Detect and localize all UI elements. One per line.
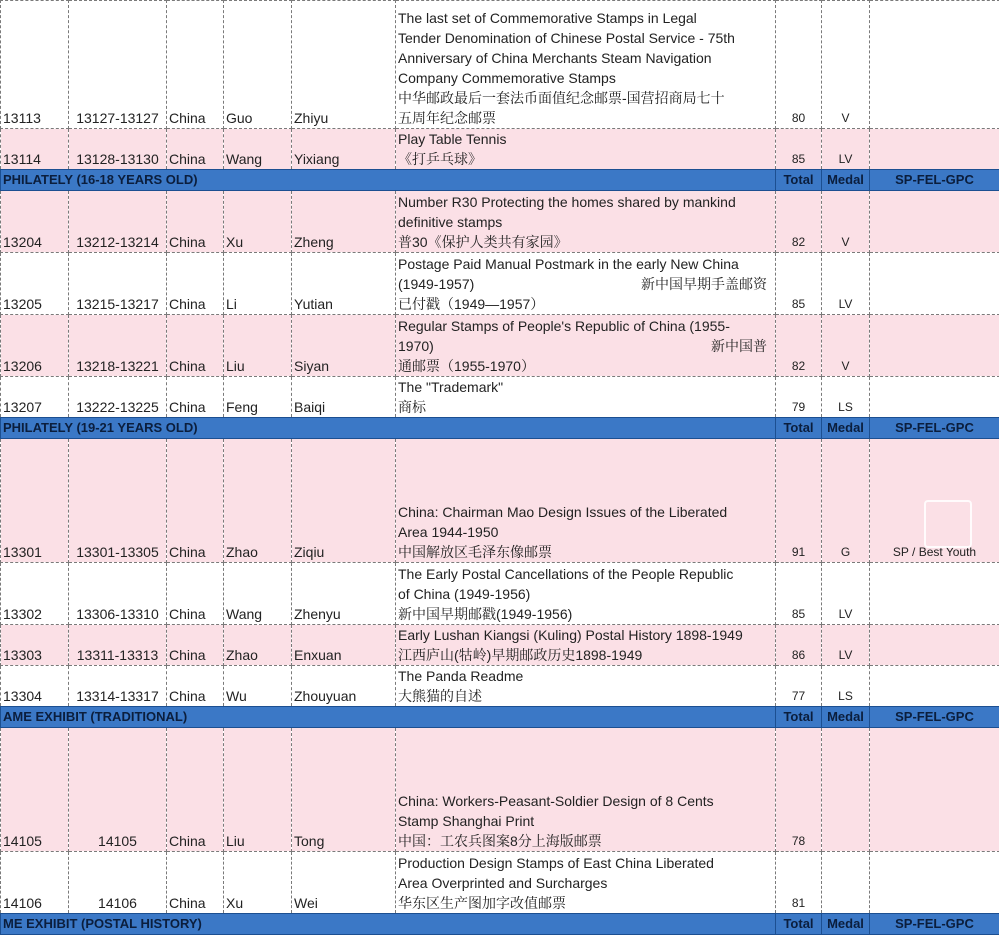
title-line: Production Design Stamps of East China Liberated <box>398 853 773 873</box>
medal: LV <box>822 625 870 666</box>
exhibit-title <box>396 563 776 625</box>
table-row <box>1 1 999 129</box>
title-line: Number R30 Protecting the homes shared by mankind <box>398 192 773 212</box>
title-line: Early Lushan Kiangsi (Kuling) Postal History 1898-1949 <box>398 625 773 645</box>
surname: Wang <box>224 563 292 625</box>
title-line: 五周年纪念邮票 <box>398 108 773 128</box>
medal <box>822 728 870 852</box>
exhibit-number: 13113 <box>1 1 69 129</box>
title-line: China: Workers-Peasant-Soldier Design of 8 Cents <box>398 791 773 811</box>
title-line: 新中国早期邮戳(1949-1956) <box>398 604 773 624</box>
country: China <box>167 439 224 563</box>
title-line: Postage Paid Manual Postmark in the early New China <box>398 254 773 274</box>
exhibit-number: 13205 <box>1 253 69 315</box>
title-line <box>398 336 773 356</box>
table-row <box>1 852 999 914</box>
title-line: 中国：工农兵图案8分上海版邮票 <box>398 831 773 851</box>
given-name: Zhiyu <box>292 1 396 129</box>
medal: LS <box>822 377 870 418</box>
total-column-header: Total <box>776 914 822 935</box>
total-score: 91 <box>776 439 822 563</box>
table-row <box>1 439 999 563</box>
title-line: 中国解放区毛泽东像邮票 <box>398 542 773 562</box>
country: China <box>167 728 224 852</box>
table-row <box>1 563 999 625</box>
country: China <box>167 377 224 418</box>
medal: V <box>822 1 870 129</box>
title-line: The last set of Commemorative Stamps in Legal <box>398 8 773 28</box>
exhibit-number: 13114 <box>1 129 69 170</box>
country: China <box>167 852 224 914</box>
exhibit-title <box>396 377 776 418</box>
title-line: 《打乒乓球》 <box>398 149 773 169</box>
title-line-left: 1970) <box>398 336 434 356</box>
table-row <box>1 253 999 315</box>
exhibit-number: 13304 <box>1 666 69 707</box>
exhibit-title <box>396 129 776 170</box>
frame-range: 13306-13310 <box>69 563 167 625</box>
total-score: 81 <box>776 852 822 914</box>
surname: Feng <box>224 377 292 418</box>
surname: Wu <box>224 666 292 707</box>
total-score: 80 <box>776 1 822 129</box>
given-name: Zhenyu <box>292 563 396 625</box>
table-row <box>1 191 999 253</box>
total-score: 85 <box>776 253 822 315</box>
surname: Liu <box>224 315 292 377</box>
title-line: 商标 <box>398 397 773 417</box>
surname: Guo <box>224 1 292 129</box>
medal: LV <box>822 129 870 170</box>
special-award <box>870 1 999 129</box>
given-name: Zhouyuan <box>292 666 396 707</box>
award-column-header: SP-FEL-GPC <box>870 418 999 439</box>
table-row <box>1 377 999 418</box>
special-award <box>870 377 999 418</box>
frame-range: 13215-13217 <box>69 253 167 315</box>
special-award: SP / Best Youth <box>870 439 999 563</box>
exhibit-number: 13302 <box>1 563 69 625</box>
title-line: Company Commemorative Stamps <box>398 68 773 88</box>
given-name: Enxuan <box>292 625 396 666</box>
special-award <box>870 191 999 253</box>
medal <box>822 852 870 914</box>
exhibit-number: 13301 <box>1 439 69 563</box>
special-award <box>870 315 999 377</box>
title-line: The "Trademark" <box>398 377 773 397</box>
section-header <box>1 170 999 191</box>
title-line: definitive stamps <box>398 212 773 232</box>
surname: Xu <box>224 852 292 914</box>
section-title: ME EXHIBIT (POSTAL HISTORY) <box>1 914 776 935</box>
given-name: Wei <box>292 852 396 914</box>
frame-range: 13128-13130 <box>69 129 167 170</box>
medal: LV <box>822 253 870 315</box>
section-header <box>1 418 999 439</box>
title-line: The Early Postal Cancellations of the People Republic <box>398 564 773 584</box>
frame-range: 14105 <box>69 728 167 852</box>
total-score: 85 <box>776 563 822 625</box>
section-title: PHILATELY (19-21 YEARS OLD) <box>1 418 776 439</box>
given-name: Tong <box>292 728 396 852</box>
total-score: 79 <box>776 377 822 418</box>
surname: Liu <box>224 728 292 852</box>
title-line: 通邮票（1955-1970） <box>398 356 773 376</box>
medal: LS <box>822 666 870 707</box>
title-line: The Panda Readme <box>398 666 773 686</box>
table-row <box>1 728 999 852</box>
country: China <box>167 129 224 170</box>
surname: Li <box>224 253 292 315</box>
given-name: Yutian <box>292 253 396 315</box>
country: China <box>167 563 224 625</box>
frame-range: 13212-13214 <box>69 191 167 253</box>
special-award <box>870 563 999 625</box>
total-score: 82 <box>776 191 822 253</box>
given-name: Zheng <box>292 191 396 253</box>
special-award <box>870 625 999 666</box>
given-name: Baiqi <box>292 377 396 418</box>
exhibit-number: 13206 <box>1 315 69 377</box>
given-name: Yixiang <box>292 129 396 170</box>
frame-range: 14106 <box>69 852 167 914</box>
exhibit-title <box>396 439 776 563</box>
title-line: 普30《保护人类共有家园》 <box>398 232 773 252</box>
surname: Wang <box>224 129 292 170</box>
section-header <box>1 914 999 935</box>
title-line: 江西庐山(牯岭)早期邮政历史1898-1949 <box>398 645 773 665</box>
medal-column-header: Medal <box>822 418 870 439</box>
frame-range: 13218-13221 <box>69 315 167 377</box>
surname: Zhao <box>224 625 292 666</box>
exhibit-title <box>396 253 776 315</box>
title-line: 华东区生产图加字改值邮票 <box>398 893 773 913</box>
award-column-header: SP-FEL-GPC <box>870 170 999 191</box>
title-line: Tender Denomination of Chinese Postal Service - 75th <box>398 28 773 48</box>
award-column-header: SP-FEL-GPC <box>870 707 999 728</box>
exhibit-title <box>396 191 776 253</box>
exhibit-title <box>396 728 776 852</box>
given-name: Siyan <box>292 315 396 377</box>
title-line: 中华邮政最后一套法币面值纪念邮票-国营招商局七十 <box>398 88 773 108</box>
table-row <box>1 666 999 707</box>
frame-range: 13222-13225 <box>69 377 167 418</box>
special-award <box>870 666 999 707</box>
exhibit-number: 14105 <box>1 728 69 852</box>
award-column-header: SP-FEL-GPC <box>870 914 999 935</box>
exhibit-number: 14106 <box>1 852 69 914</box>
title-line-left: (1949-1957) <box>398 274 474 294</box>
special-award <box>870 129 999 170</box>
title-line: Area 1944-1950 <box>398 522 773 542</box>
country: China <box>167 253 224 315</box>
medal: V <box>822 315 870 377</box>
total-score: 86 <box>776 625 822 666</box>
exhibit-title <box>396 315 776 377</box>
title-line: China: Chairman Mao Design Issues of the Liberated <box>398 502 773 522</box>
given-name: Ziqiu <box>292 439 396 563</box>
total-column-header: Total <box>776 707 822 728</box>
exhibit-title <box>396 625 776 666</box>
medal: LV <box>822 563 870 625</box>
title-line: Play Table Tennis <box>398 129 773 149</box>
country: China <box>167 315 224 377</box>
total-column-header: Total <box>776 170 822 191</box>
watermark-logo <box>924 500 972 548</box>
title-line <box>398 274 773 294</box>
exhibit-number: 13204 <box>1 191 69 253</box>
medal: G <box>822 439 870 563</box>
exhibit-title <box>396 1 776 129</box>
exhibit-number: 13303 <box>1 625 69 666</box>
surname: Zhao <box>224 439 292 563</box>
total-score: 82 <box>776 315 822 377</box>
title-line: of China (1949-1956) <box>398 584 773 604</box>
special-award <box>870 728 999 852</box>
section-title: PHILATELY (16-18 YEARS OLD) <box>1 170 776 191</box>
title-line: 大熊猫的自述 <box>398 686 773 706</box>
country: China <box>167 191 224 253</box>
title-line-right: 新中国普 <box>711 336 773 356</box>
section-header <box>1 707 999 728</box>
frame-range: 13127-13127 <box>69 1 167 129</box>
exhibit-number: 13207 <box>1 377 69 418</box>
country: China <box>167 1 224 129</box>
country: China <box>167 625 224 666</box>
total-score: 78 <box>776 728 822 852</box>
total-score: 77 <box>776 666 822 707</box>
title-line: Stamp Shanghai Print <box>398 811 773 831</box>
medal: V <box>822 191 870 253</box>
exhibit-title <box>396 852 776 914</box>
surname: Xu <box>224 191 292 253</box>
title-line: Anniversary of China Merchants Steam Navigation <box>398 48 773 68</box>
table-row <box>1 315 999 377</box>
title-line: Area Overprinted and Surcharges <box>398 873 773 893</box>
frame-range: 13314-13317 <box>69 666 167 707</box>
table-row <box>1 129 999 170</box>
total-column-header: Total <box>776 418 822 439</box>
frame-range: 13311-13313 <box>69 625 167 666</box>
medal-column-header: Medal <box>822 170 870 191</box>
exhibit-title <box>396 666 776 707</box>
medal-column-header: Medal <box>822 707 870 728</box>
medal-column-header: Medal <box>822 914 870 935</box>
frame-range: 13301-13305 <box>69 439 167 563</box>
total-score: 85 <box>776 129 822 170</box>
section-title: AME EXHIBIT (TRADITIONAL) <box>1 707 776 728</box>
special-award <box>870 852 999 914</box>
table-row <box>1 625 999 666</box>
special-award <box>870 253 999 315</box>
title-line-right: 新中国早期手盖邮资 <box>641 274 773 294</box>
title-line: Regular Stamps of People's Republic of China (1955- <box>398 316 773 336</box>
country: China <box>167 666 224 707</box>
title-line: 已付戳（1949—1957） <box>398 294 773 314</box>
